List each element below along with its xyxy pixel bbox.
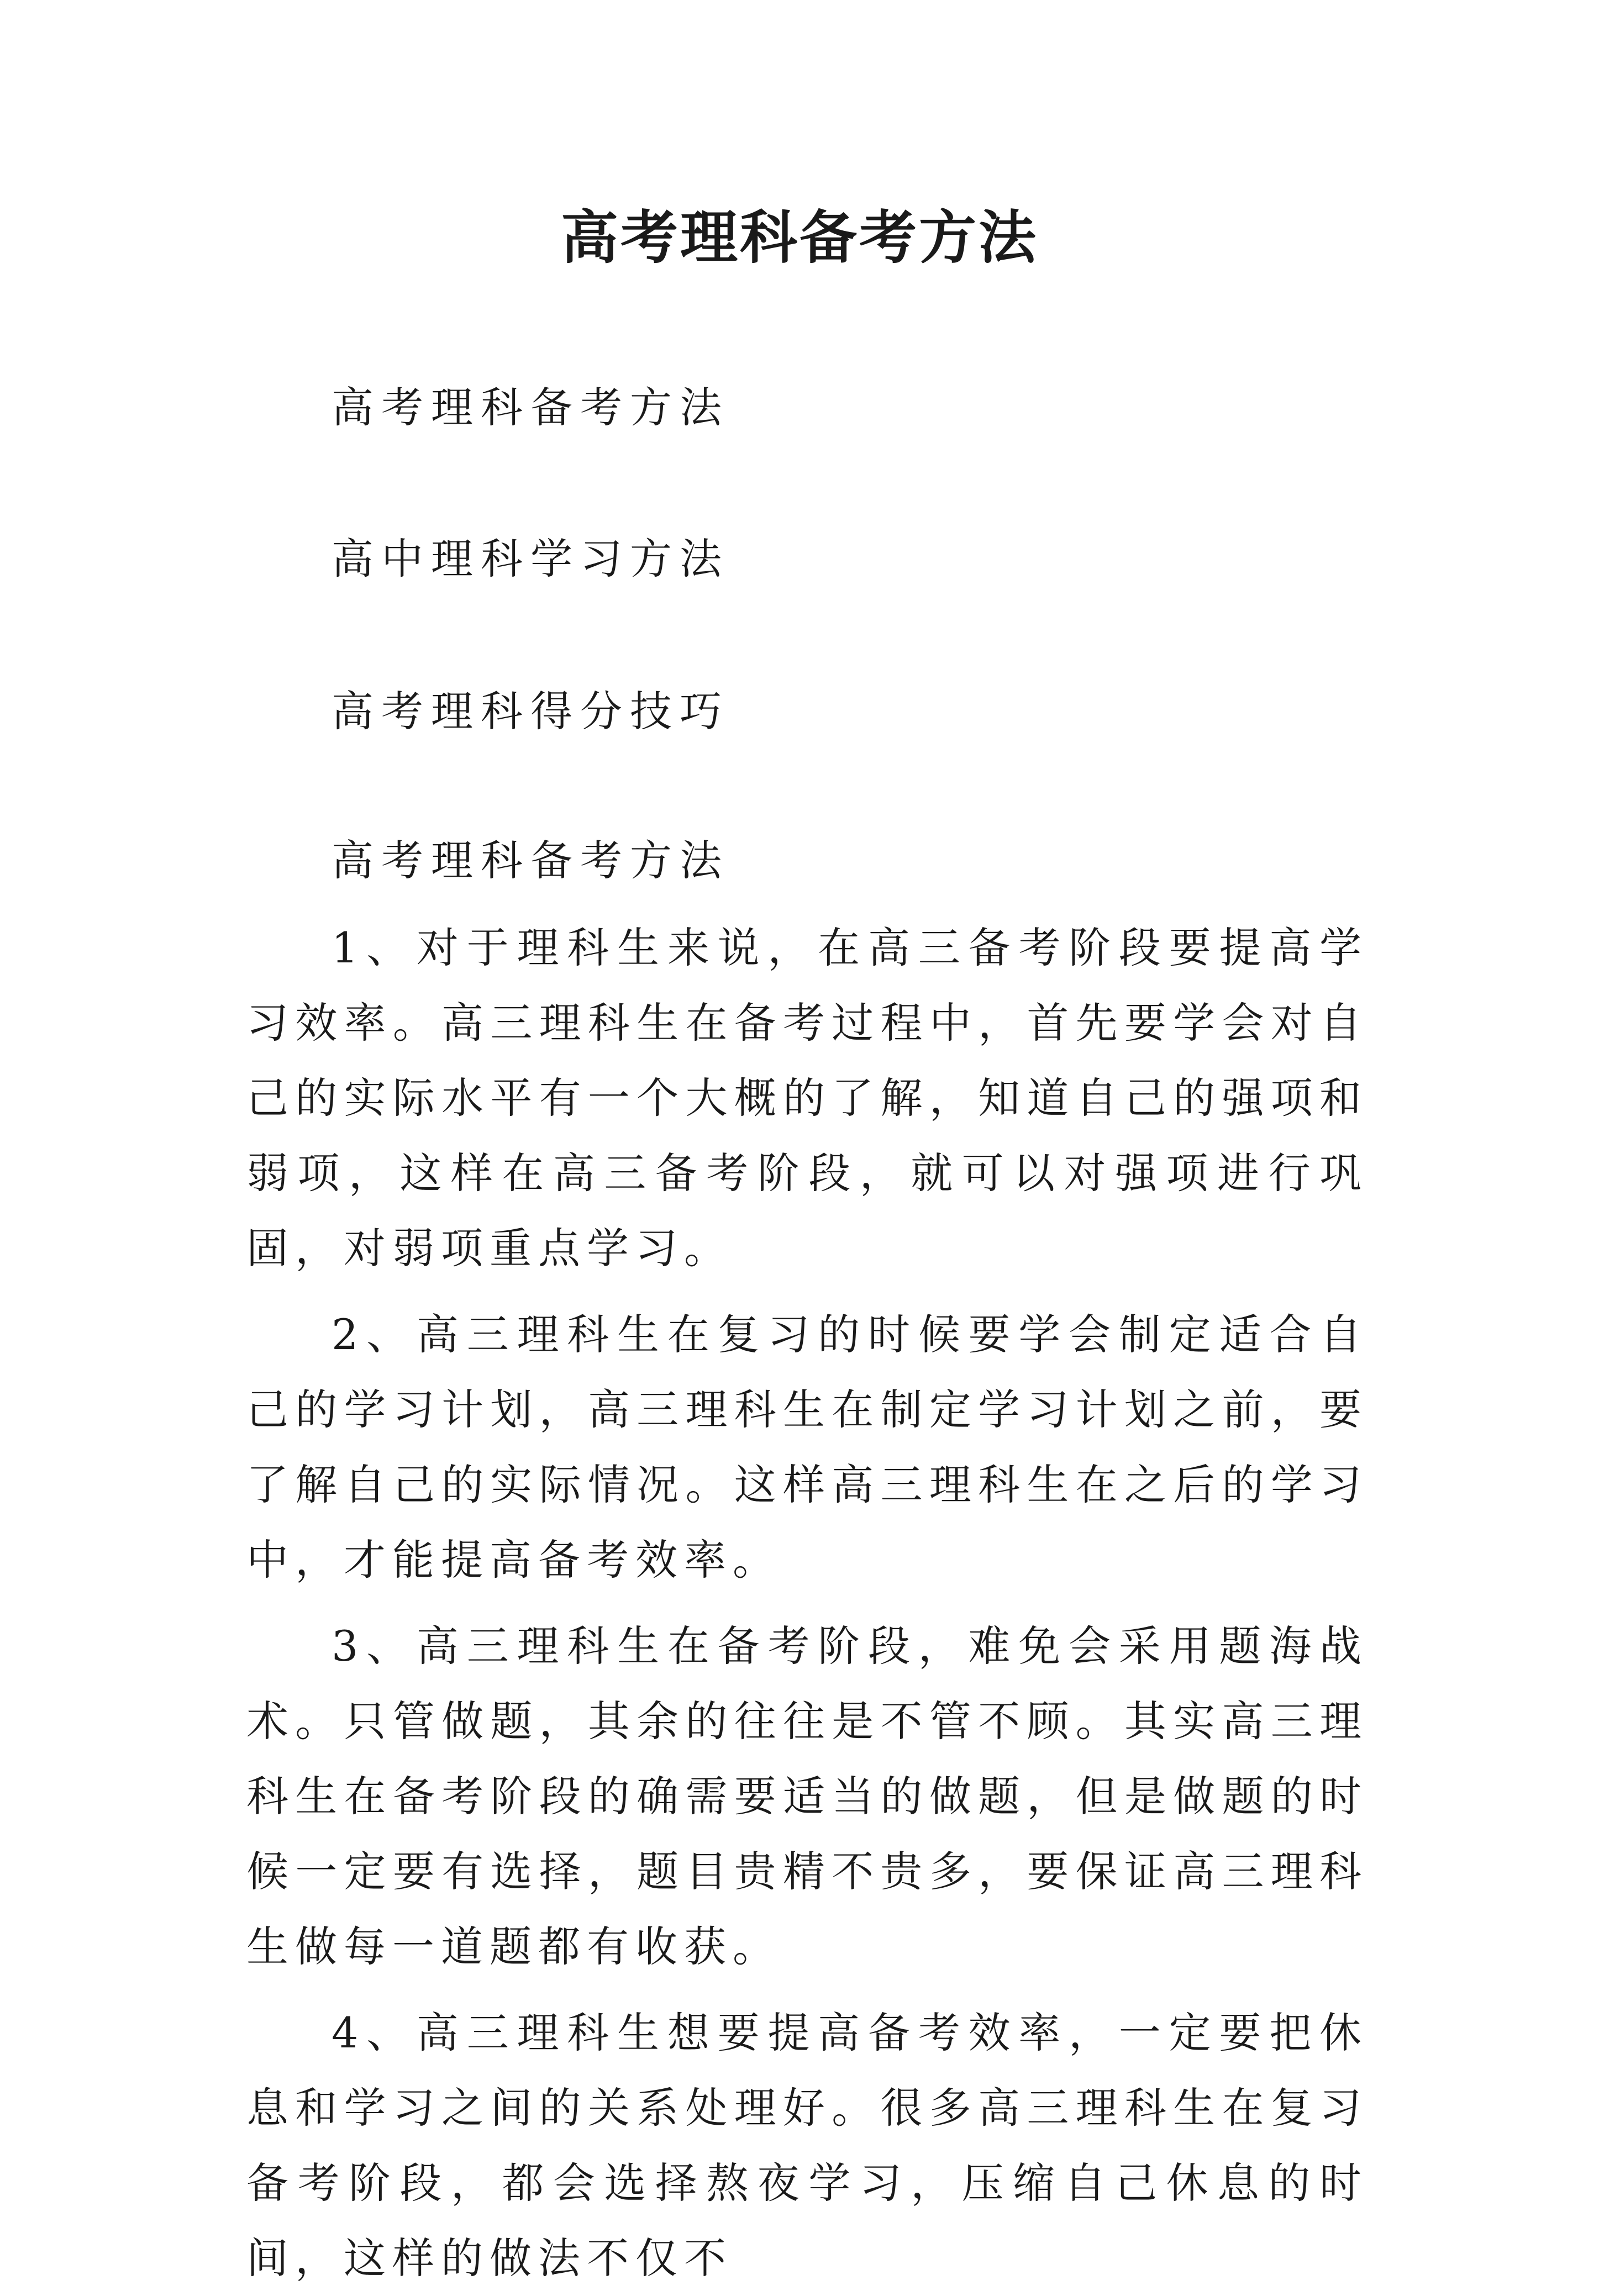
toc-heading-2: 高中理科学习方法 <box>332 534 729 583</box>
toc-heading-1: 高考理科备考方法 <box>332 383 729 432</box>
toc-heading-3: 高考理科得分技巧 <box>332 687 729 736</box>
paragraph-1: 1、对于理科生来说，在高三备考阶段要提高学习效率。高三理科生在备考过程中，首先要学会对自己的实际水平有一个大概的了解，知道自己的强项和弱项，这样在高三备考阶段，就可以对强项进行巩固，对弱项重点学习。 <box>246 923 1368 1273</box>
document-title: 高考理科备考方法 <box>560 203 1038 271</box>
paragraph-4: 4、高三理科生想要提高备考效率，一定要把休息和学习之间的关系处理好。很多高三理科生在复习备考阶段，都会选择熬夜学习，压缩自己休息的时间，这样的做法不仅不 <box>246 2008 1368 2283</box>
paragraph-2: 2、高三理科生在复习的时候要学会制定适合自己的学习计划，高三理科生在制定学习计划之前，要了解自己的实际情况。这样高三理科生在之后的学习中，才能提高备考效率。 <box>246 1310 1368 1584</box>
body-text <box>246 910 1368 2296</box>
paragraph-3: 3、高三理科生在备考阶段，难免会采用题海战术。只管做题，其余的往往是不管不顾。其实高三理科生在备考阶段的确需要适当的做题，但是做题的时候一定要有选择，题目贵精不贵多，要保证高三理科生做每一道题都有收获。 <box>246 1621 1368 1971</box>
section-heading: 高考理科备考方法 <box>332 836 729 885</box>
